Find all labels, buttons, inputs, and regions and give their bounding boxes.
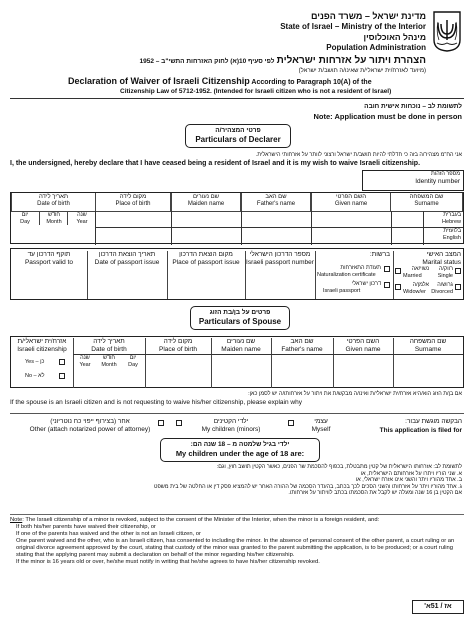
children-en-line-c: One parent waived and the other, who is an Israeli citizen, has consented to including the minor. In the absence of personal consent of the other parent, a court ruling or an original divorce agreement approved by the court, stating that custody of the minor was granted to the parent submitting the application, is to be produced; or a court ruling stating that the applying parent may submit a declaration on behalf of the minor regarding his/her citizenship. — [16, 538, 455, 558]
possession-naturalization-he: תעודת התאזרחות — [340, 265, 381, 271]
spouse-table — [10, 336, 464, 388]
filed-for-myself: עצמי Myself — [311, 418, 331, 433]
children-title-box — [160, 438, 320, 462]
declarer-col-father-name: שם האב Father's name — [241, 193, 311, 211]
form-code-box: אז / 51א' — [412, 600, 464, 614]
other-checkbox[interactable] — [158, 420, 164, 426]
declarer-date-month[interactable]: חודש Month — [39, 212, 68, 225]
declarer-vline-4 — [311, 211, 312, 245]
spouse-en-note: If the spouse is an Israeli citizen and is not requesting to waive his/her citizenship, please explain why — [10, 399, 302, 406]
children-checkbox[interactable] — [176, 420, 182, 426]
filed-for-en: This application is filed for — [379, 427, 462, 434]
lang-row-hebrew: בעברית Hebrew — [423, 212, 461, 228]
marital-married: נשוי/אה Married — [403, 266, 429, 279]
spouse-date-year[interactable]: שנה Year — [79, 355, 91, 368]
spouse-he-title: פרטים על בן/בת הזוג — [209, 309, 271, 316]
children-he-line-d: אם הקטין בן 16 שנה ומעלה יש לקבל את הסכמתו בכתב לוויתור על אזרחותו. — [288, 490, 462, 496]
children-he-line-c: ג. אחד מהוריו ויתר על אזרחותו והשני הסכים לכך בכתב, בהעדר הסכמה של ההורה האחר יש להמציא פסק דין או החלטה של בית משפט — [153, 483, 462, 490]
header-en-declaration — [68, 76, 428, 86]
header-he-declaration — [56, 55, 426, 66]
children-en-line-b: If one of the parents has waived and the other is not an Israeli citizen, or — [16, 531, 201, 537]
lang-row-english: בלועזית English — [442, 228, 461, 241]
possession-label: ברשות: — [369, 251, 390, 258]
declarer-he-title: פרטי המצהיר/ה — [215, 127, 261, 134]
col-marital-status — [393, 251, 463, 299]
declarer-col-given-name: השם הפרטי Given name — [311, 193, 391, 211]
header-en-decl: Declaration of Waiver of Israeli Citizenship — [68, 76, 250, 86]
attention-en: Note: Application must be done in person — [313, 112, 462, 121]
children-he-notes — [12, 464, 462, 497]
children-he-line-b: ב. אחד מהוריו ויתר והשני אינו אזרח ישראלי, או — [355, 477, 462, 483]
filed-for-he: הבקשה מוגשת עבור: — [405, 418, 462, 425]
state-emblem — [432, 10, 462, 52]
header-he-sub: (מיועד לאזרח/ית ישראלי/ת שאינו/ה תושב/ת ישראל) — [298, 68, 426, 74]
declarer-row-divider — [95, 227, 463, 228]
marital-single: רווק/ה Single — [437, 266, 453, 279]
col-possession — [315, 251, 394, 299]
divorced-checkbox[interactable] — [455, 284, 461, 290]
spouse-col-surname: שם המשפחה Surname — [409, 338, 447, 353]
declarer-en-title: Particulars of Declarer — [195, 134, 281, 144]
spouse-note-line[interactable] — [10, 413, 464, 414]
children-he-line-a: א. שני הוריו ויתרו על אזרחותם הישראלית, או — [360, 470, 462, 477]
header-en-intended: (Intended for Israeli citizen who is not a resident of Israel) — [213, 88, 392, 95]
identity-number-field[interactable] — [362, 170, 464, 191]
single-checkbox[interactable] — [455, 268, 461, 274]
spouse-yes-label: Yes – כן — [25, 359, 45, 365]
spouse-title-box — [190, 306, 290, 330]
marital-he: המצב האישי — [426, 251, 461, 258]
declarer-date-day[interactable]: יום Day — [20, 212, 30, 225]
header-en-admin: Population Administration — [326, 43, 426, 52]
declarer-col-place-of-birth: מקום לידה Place of birth — [95, 193, 171, 211]
children-he-note: לתשומת לב: אזרחותו הישראלית של קטין מתבטלת, בכפוף להסכמת שר הפנים, כאשר הקטין תושב חוץ, וגם: — [216, 464, 462, 470]
marital-divorced: גרוש/ה Divorced — [431, 282, 453, 295]
declarer-vline-3 — [241, 211, 242, 245]
declarer-date-year[interactable]: שנה Year — [67, 212, 96, 225]
declarer-vline-5 — [391, 211, 392, 245]
col-passport-issue-place: מקום הוצאת הדרכון Place of passport issue — [167, 251, 246, 299]
children-en-line-d: If the minor is 16 years old or over, he/she must notify in writing that he/she agrees to have his/her citizenship revoked. — [16, 559, 320, 565]
children-en-note: Note: The Israeli citizenship of a minor is revoked, subject to the consent of the Minister of the Interior, when the minor is a foreign resident, and: — [10, 517, 380, 523]
declarer-vline-2 — [171, 211, 172, 245]
widow-checkbox[interactable] — [395, 284, 401, 290]
children-en-title: My children under the age of 18 are: — [175, 448, 305, 458]
attention-he: לתשומת לב – נוכחות אישית חובה — [364, 103, 462, 110]
marital-widow: אלמן/ה Widow/er — [403, 282, 429, 295]
header-he-admin: מינהל האוכלוסין — [363, 32, 426, 42]
declarer-col-surname: שם המשפחה Surname — [391, 193, 463, 211]
declarer-he-statement: אני הח"מ מצהיר/ה בזה כי חדלתי להיות תושב/ת ישראל ורצוני לוותר על אזרחותי הישראלית. — [255, 152, 462, 158]
spouse-col-citizenship: אזרח/ית ישראלי/ת Israeli citizenship Yes – כן No – לא — [11, 338, 74, 388]
col-passport-issue-date: תאריך הוצאת הדרכון Date of passport issue — [87, 251, 168, 299]
col-passport-number: מספר הדרכון הישראלי Israeli passport number — [245, 251, 316, 299]
children-en-notes — [10, 517, 468, 566]
identity-number-he: מספר הזהות — [430, 171, 460, 177]
header-he-decl: הצהרת ויתור על אזרחות ישראלית — [276, 55, 426, 66]
header-en-title: State of Israel – Ministry of the Interior — [280, 22, 426, 31]
children-en-line-a: If both his/her parents have waived their citizenship, or — [16, 524, 156, 530]
header-divider — [10, 98, 464, 99]
myself-checkbox[interactable] — [288, 420, 294, 426]
declarer-col-maiden-name: שם נעורים Maiden name — [171, 193, 241, 211]
spouse-no-checkbox[interactable] — [59, 373, 65, 379]
marital-en: Marital status — [422, 258, 461, 266]
spouse-col-place-of-birth: מקום לידה Place of birth — [145, 338, 212, 388]
declarer-vline-6 — [423, 211, 424, 245]
spouse-yes-checkbox[interactable] — [59, 359, 65, 365]
col-passport-valid: תוקף הדרכון עד Passport valid to — [11, 251, 88, 299]
filed-for-other: אחר (בצירוף ייפוי כח נוטריוני) Other (attach notarized power of attorney) — [29, 418, 151, 433]
spouse-row-divider — [73, 354, 463, 355]
spouse-date-day[interactable]: יום Day — [128, 355, 138, 368]
declarer-vline-1 — [95, 211, 96, 245]
declarer-header-row — [11, 193, 463, 212]
spouse-no-label: No – לא — [25, 373, 45, 379]
spouse-col-given-name: השם הפרטי Given name — [333, 338, 394, 388]
spouse-col-maiden-name: שם נעורים Maiden name — [211, 338, 272, 388]
declarer-passport-table — [10, 248, 464, 300]
spouse-date-month[interactable]: חודש Month — [101, 355, 117, 368]
children-he-title: ילדי בגיל שלמטה מ – 18 שנה הם: — [190, 441, 290, 448]
spouse-en-title: Particulars of Spouse — [198, 316, 282, 326]
header-en-law: According to Paragraph 10(A) of the — [251, 79, 372, 86]
filed-for-children: ילדי הקטינים My children (minors) — [201, 418, 261, 433]
identity-number-en: Identity number — [415, 177, 460, 185]
header-he-law: לפי סעיף 10(א) לחוק האזרחות התשי"ב – 1952 — [139, 58, 275, 65]
married-checkbox[interactable] — [395, 268, 401, 274]
declarer-table — [10, 192, 464, 244]
declarer-title-box — [185, 124, 291, 148]
header-en-law2: Citizenship Law of 5712-1952. — [120, 88, 212, 95]
spouse-he-note: אם בן/ת הזוג הוא/היא אזרח/ית ישראלי/ת ואינו/ה מבקש/ת את ויתור על אזרחותו/ה יש לסמן כאן: — [248, 391, 462, 397]
children-divider — [10, 514, 464, 515]
header-en-law2-line — [120, 88, 440, 95]
possession-passport-he: דרכון ישראלי — [351, 281, 381, 287]
spouse-col-date-of-birth: תאריך לידה Date of birth שנה Year חודש Month יום Day — [73, 338, 146, 388]
spouse-col-father-name: שם האב Father's name — [271, 338, 334, 388]
declarer-en-statement: I, the undersigned, hereby declare that I have ceased being a resident of Israel and it is my wish to waive Israeli citizenship. — [10, 160, 421, 167]
header-he-title: מדינת ישראל – משרד הפנים — [310, 11, 426, 21]
declarer-col-date-of-birth: תאריך לידה Date of birth — [11, 193, 95, 211]
possession-naturalization-en: Naturalization certificate — [317, 272, 376, 278]
possession-passport-en: Israeli passport — [323, 288, 361, 294]
